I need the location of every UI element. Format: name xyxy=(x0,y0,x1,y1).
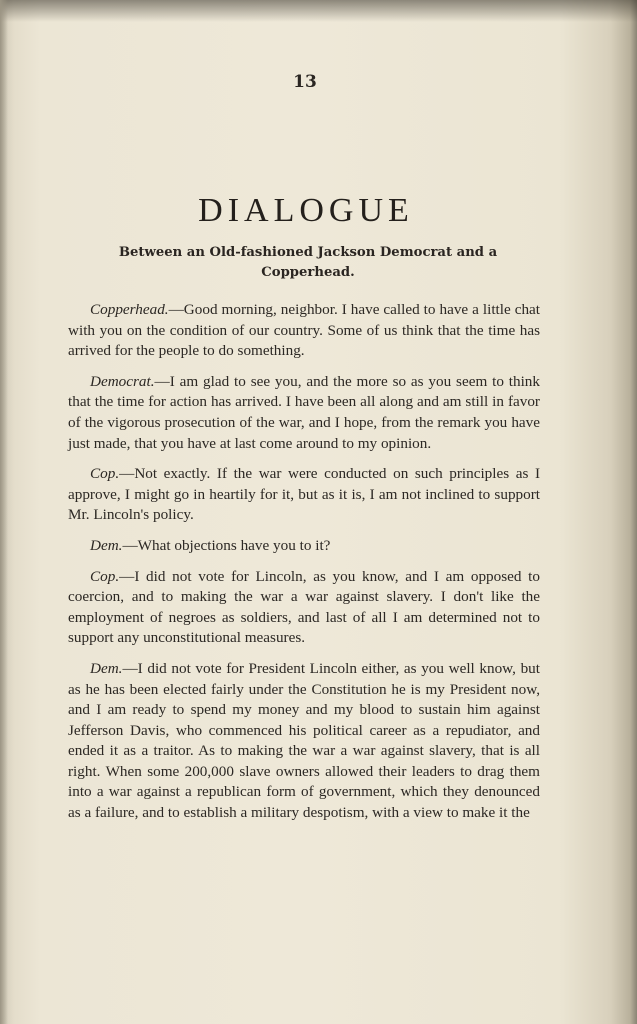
dialogue-paragraph xyxy=(68,300,540,362)
paragraph-text: —I did not vote for Lincoln, as you know, and I am opposed to coercion, and to making the war a war against slavery. I don't like the employment of negroes as soldiers, and last of all I am determined not to support any unconstitutional measures. xyxy=(68,567,540,647)
paragraph-text: —I did not vote for President Lincoln either, as you well know, but as he has been elected fairly under the Constitution he is my President now, and I am ready to spend my money and my blood to sustain him against Jefferson Davis, who commenced his political career as a repudiator, and ended it as a traitor. As to making the war a war against slavery, that is all right. When some 200,000 slave owners allowed their leaders to drag them into a war against a republican form of government, which they denounced as a failure, and to establish a military despotism, with a view to make it the xyxy=(68,659,540,822)
speaker-name: Democrat. xyxy=(90,372,155,390)
dialogue-paragraph xyxy=(68,464,540,526)
speaker-name: Dem. xyxy=(90,659,123,677)
dialogue-paragraph xyxy=(68,536,540,557)
speaker-name: Dem. xyxy=(90,536,123,554)
paragraph-text: —Good morning, neighbor. I have called to have a little chat with you on the condition of our country. Some of us think that the time has arrived for the people to do something. xyxy=(68,301,540,360)
paragraph-text: —I am glad to see you, and the more so as you seem to think that the time for action has arrived. I have been all along and am still in favor of the vigorous prosecution of the war, and I hope, from the remark you have just made, that you have at last come around to my opinion. xyxy=(68,372,540,452)
subtitle: Between an Old-fashioned Jackson Democrat and a Copperhead. xyxy=(118,245,498,280)
speaker-name: Copperhead. xyxy=(90,301,169,318)
dialogue-paragraph xyxy=(68,372,540,454)
speaker-name: Cop. xyxy=(90,567,120,585)
dialogue-body xyxy=(68,300,540,834)
top-shadow xyxy=(0,0,637,22)
page-title: DIALOGUE xyxy=(198,192,414,229)
dialogue-paragraph xyxy=(68,659,540,824)
page-number: 13 xyxy=(293,72,317,92)
dialogue-paragraph xyxy=(68,567,540,649)
binding-edge xyxy=(0,0,8,1024)
paragraph-text: —What objections have you to it? xyxy=(122,536,331,554)
paragraph-text: —Not exactly. If the war were conducted on such principles as I approve, I might go in heartily for it, but as it is, I am not inclined to support Mr. Lincoln's policy. xyxy=(68,465,540,524)
speaker-name: Cop. xyxy=(90,465,120,483)
